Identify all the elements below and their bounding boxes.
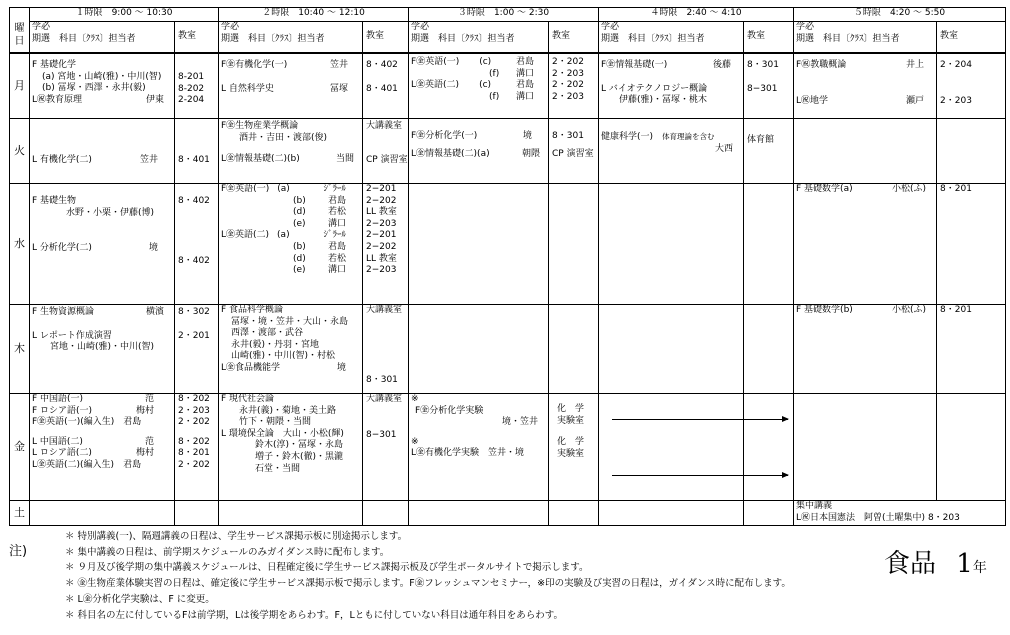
thu-p5-room: 8・201 bbox=[937, 305, 1006, 394]
tue-p1-room: 8・401 bbox=[175, 119, 219, 184]
p2-room-head: 教室 bbox=[363, 22, 409, 54]
wed-p3-room bbox=[549, 184, 599, 305]
tue-p1: L 有機化学(二) 笠井 bbox=[30, 119, 175, 184]
corner-cell bbox=[10, 8, 30, 22]
thu-p3-room bbox=[549, 305, 599, 394]
day-tue: 火 bbox=[10, 119, 30, 184]
tue-p2-room: 大講義室 CP 演習室 bbox=[363, 119, 409, 184]
continuation-arrow-2 bbox=[612, 475, 788, 476]
note-item: ＊ ㊎生物産業体験実習の日程は、確定後に学生サービス課掲示板で掲示します。F㊎フレッシュマンセミナー，※印の実験及び実習の日程は，ガイダンス時に配布します。 bbox=[65, 578, 791, 590]
p4-room-head: 教室 bbox=[744, 22, 794, 54]
sat-p2 bbox=[219, 501, 363, 526]
note-item: ＊ 特別講義(一)、隔週講義の日程は、学生サービス課掲示板に別途掲示します。 bbox=[65, 531, 408, 542]
wed-p2: F㊎英語(一) (a) ｼﾞﾗｰﾙ (b) 君島 (d) 若松 (e) 溝口 L㊎英語(二) (a) ｼﾞﾗｰﾙ (b) 君島 (d) 若松 (e) 溝口 bbox=[219, 184, 363, 305]
sat-p1 bbox=[30, 501, 175, 526]
wed-p1-room: 8・402 8・402 bbox=[175, 184, 219, 305]
mon-p4-room: 8・301 8−301 bbox=[744, 53, 794, 119]
thu-p1-room: 8・302 2・201 bbox=[175, 305, 219, 394]
wed-p2-room: 2−201 2−202 LL 教室 2−203 2−201 2−202 LL 教室 2−203 bbox=[363, 184, 409, 305]
fri-p3-room: 化 学 実験室 化 学 実験室 bbox=[549, 394, 599, 501]
thu-p4 bbox=[599, 305, 744, 394]
wed-p4-room bbox=[744, 184, 794, 305]
thu-p5: F 基礎数学(b) 小松(ふ) bbox=[794, 305, 937, 394]
wed-p5: F 基礎数学(a) 小松(ふ) bbox=[794, 184, 937, 305]
mon-p2: F㊎有機化学(一) 笠井 L 自然科学史 冨塚 bbox=[219, 53, 363, 119]
note-item: ＊ 集中講義の日程は、前学期スケジュールのみガイダンス時に配布します。 bbox=[65, 546, 390, 558]
tue-p4-room: 体育館 bbox=[744, 119, 794, 184]
tue-p2: F㊎生物産業学概論 酒井・吉田・渡部(俊) L㊎情報基礎(二)(b) 当間 bbox=[219, 119, 363, 184]
p2-subhead: 学必 期選 科目〔ｸﾗｽ〕担当者 bbox=[219, 22, 363, 54]
note-item: ＊ 科目名の左に付しているFは前学期，Lは後学期をあらわす。F，Lともに付していない科目は通年科目をあらわす。 bbox=[65, 609, 564, 621]
day-mon: 月 bbox=[10, 53, 30, 119]
period-2-header: ２時限 10:40 〜 12:10 bbox=[219, 8, 409, 22]
fri-p2: F 現代社会論 永井(義)・菊地・美土路 竹下・朝隈・当間 L 環境保全論 大山・小松(輝) 鈴木(淳)・冨塚・永島 増子・鈴木(徹)・黒瀧 石堂・当間 bbox=[219, 394, 363, 501]
notes-label: 注) bbox=[9, 544, 28, 559]
year-number: 1 bbox=[956, 549, 973, 579]
period-5-header: ５時限 4:20 〜 5:50 bbox=[794, 8, 1006, 22]
tue-p4: 健康科学(一) 体育理論を含む 大西 bbox=[599, 119, 744, 184]
mon-p4: F㊎情報基礎(一) 後藤 L バイオテクノロジー概論 伊藤(雅)・冨塚・桃木 bbox=[599, 53, 744, 119]
timetable bbox=[9, 7, 1006, 526]
tue-p5-room bbox=[937, 119, 1006, 184]
sat-p5: 集中講義 L㊗日本国憲法 阿曽(土曜集中) 8・203 bbox=[794, 501, 1006, 526]
sat-p3 bbox=[409, 501, 549, 526]
mon-p1-room: 8-201 8-202 2-204 bbox=[175, 53, 219, 119]
fri-p5-room bbox=[937, 394, 1006, 501]
period-1-header: １時限 9:00 〜 10:30 bbox=[30, 8, 219, 22]
mon-p5-room: 2・204 2・203 bbox=[937, 53, 1006, 119]
mon-p2-room: 8・402 8・401 bbox=[363, 53, 409, 119]
year-suffix: 年 bbox=[972, 560, 987, 576]
p5-room-head: 教室 bbox=[937, 22, 1006, 54]
period-3-header: ３時限 1:00 〜 2:30 bbox=[409, 8, 599, 22]
day-wed: 水 bbox=[10, 184, 30, 305]
notes bbox=[9, 529, 889, 623]
day-header: 曜日 bbox=[10, 22, 30, 54]
thu-p1: F 生物資源概論 横濱 L レポート作成演習 宮地・山崎(雅)・中川(智) bbox=[30, 305, 175, 394]
sat-p3-room bbox=[549, 501, 599, 526]
fri-p2-room: 大講義室 8−301 bbox=[363, 394, 409, 501]
thu-p2: F 食品科学概論 冨塚・境・笠井・大山・永島 西澤・渡部・武谷 永井(毅)・丹羽・宮地 山崎(雅)・中川(智)・村松 L㊎食品機能学 境 bbox=[219, 305, 363, 394]
sat-p1-room bbox=[175, 501, 219, 526]
p3-subhead: 学必 期選 科目〔ｸﾗｽ〕担当者 bbox=[409, 22, 549, 54]
thu-p3 bbox=[409, 305, 549, 394]
fri-p4-room bbox=[744, 394, 794, 501]
thu-p4-room bbox=[744, 305, 794, 394]
thu-p2-room: 大講義室 8・301 bbox=[363, 305, 409, 394]
fri-p1-room: 8・202 2・203 2・202 8・202 8・201 2・202 bbox=[175, 394, 219, 501]
tue-p3: F㊎分析化学(一) 境 L㊎情報基礎(二)(a) 朝隈 bbox=[409, 119, 549, 184]
mon-p3: F㊎英語(一) (c) 君島 (f) 溝口 L㊎英語(二) (c) 君島 (f) 溝口 bbox=[409, 53, 549, 119]
mon-p1: F 基礎化学 (a) 宮地・山崎(雅)・中川(智) (b) 冨塚・西澤・永井(毅) L㊗教育原理 伊東 bbox=[30, 53, 175, 119]
sat-p4 bbox=[599, 501, 744, 526]
wed-p1: F 基礎生物 水野・小栗・伊藤(博) L 分析化学(二) 境 bbox=[30, 184, 175, 305]
p5-subhead: 学必 期選 科目〔ｸﾗｽ〕担当者 bbox=[794, 22, 937, 54]
p1-room-head: 教室 bbox=[175, 22, 219, 54]
note-item: ＊ L㊎分析化学実験は、F に変更。 bbox=[65, 593, 215, 605]
mon-p5: F㊗教職概論 井上 L㊗地学 瀬戸 bbox=[794, 53, 937, 119]
department-badge bbox=[884, 543, 987, 580]
day-sat: 土 bbox=[10, 501, 30, 526]
p4-subhead: 学必 期選 科目〔ｸﾗｽ〕担当者 bbox=[599, 22, 744, 54]
mon-p3-room: 2・202 2・203 2・202 2・203 bbox=[549, 53, 599, 119]
p3-room-head: 教室 bbox=[549, 22, 599, 54]
note-item: ＊ ９月及び後学期の集中講義スケジュールは、日程確定後に学生サービス課掲示板及び学生ポータルサイトで掲示します。 bbox=[65, 562, 589, 574]
fri-p5 bbox=[794, 394, 937, 501]
day-thu: 木 bbox=[10, 305, 30, 394]
fri-p4 bbox=[599, 394, 744, 501]
fri-p1: F 中国語(一) 范 F ロシア語(一) 梅村 F㊎英語(一)(編入生) 君島 L 中国語(二) 范 L ロシア語(二) 梅村 L㊎英語(二)(編入生) 君島 bbox=[30, 394, 175, 501]
day-fri: 金 bbox=[10, 394, 30, 501]
tue-p5 bbox=[794, 119, 937, 184]
sat-p2-room bbox=[363, 501, 409, 526]
wed-p3 bbox=[409, 184, 549, 305]
sat-p4-room bbox=[744, 501, 794, 526]
department-name: 食品 bbox=[884, 549, 937, 579]
tue-p3-room: 8・301 CP 演習室 bbox=[549, 119, 599, 184]
continuation-arrow-1 bbox=[612, 419, 788, 420]
wed-p4 bbox=[599, 184, 744, 305]
fri-p3: ※ F㊎分析化学実験 境・笠井 ※ L㊎有機化学実験 笠井・境 bbox=[409, 394, 549, 501]
p1-subhead: 学必 期選 科目〔ｸﾗｽ〕担当者 bbox=[30, 22, 175, 54]
period-4-header: ４時限 2:40 〜 4:10 bbox=[599, 8, 794, 22]
wed-p5-room: 8・201 bbox=[937, 184, 1006, 305]
